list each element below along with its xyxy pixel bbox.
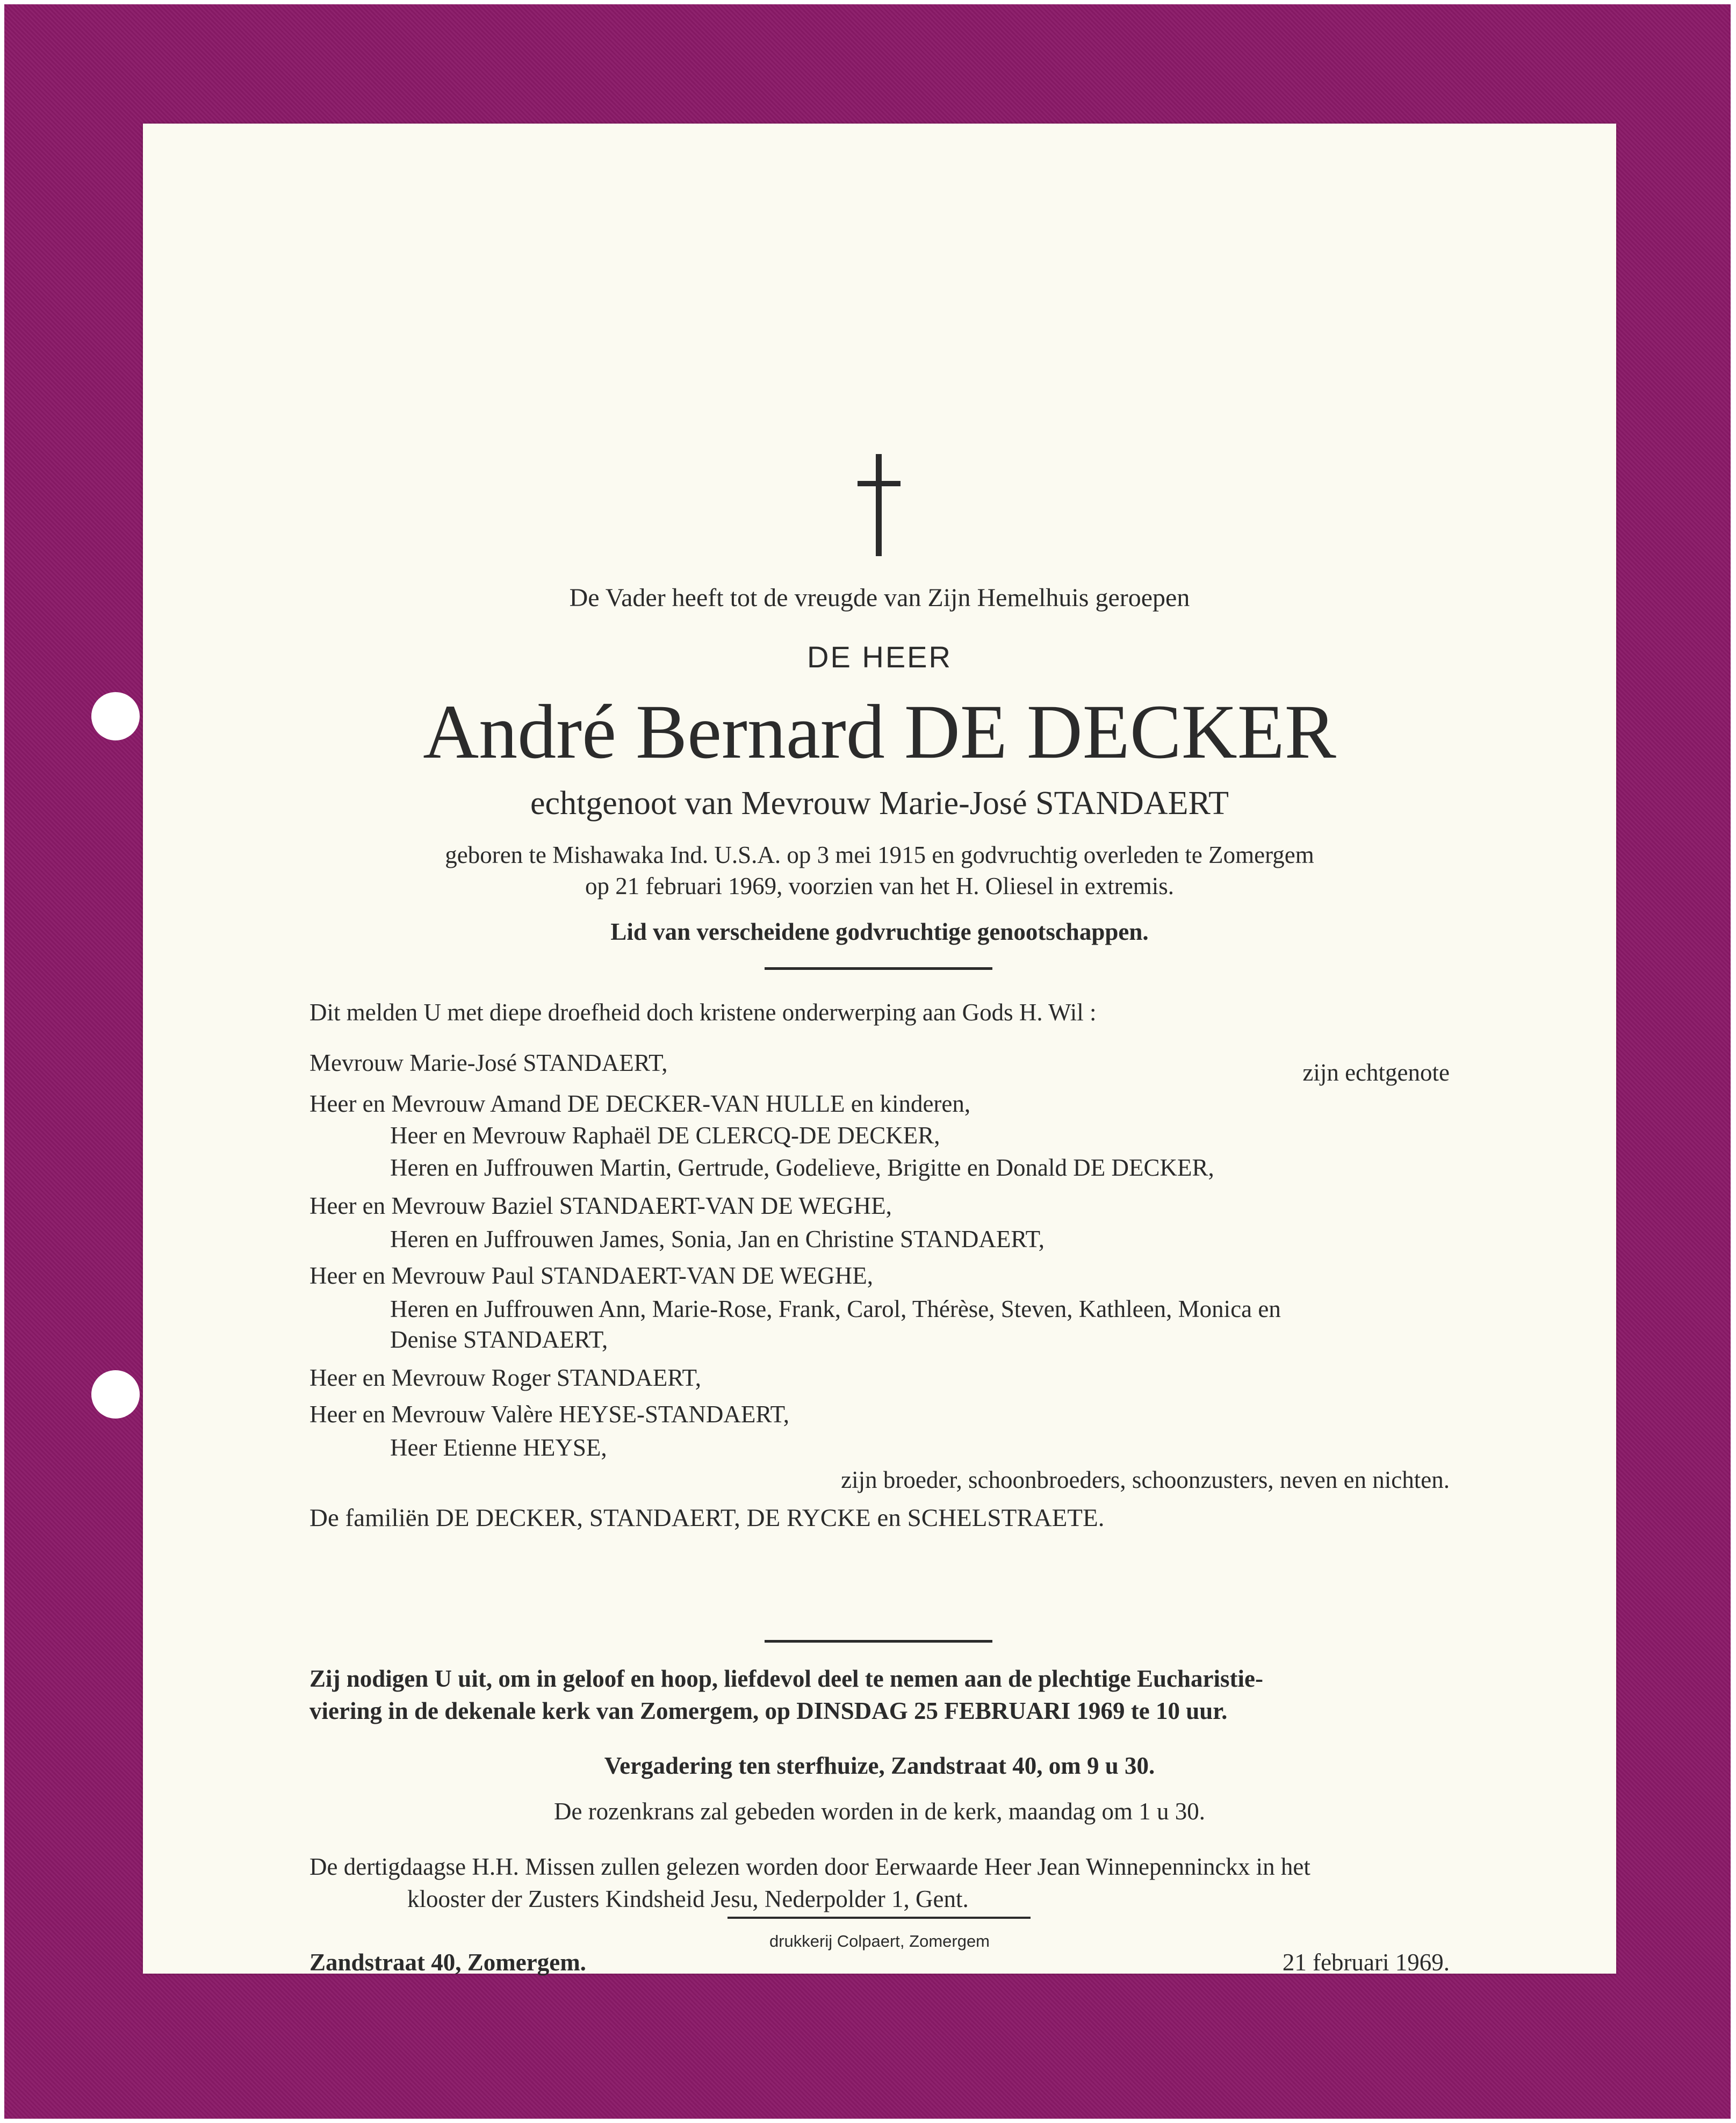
deceased-name: André Bernard DE DECKER	[423, 689, 1336, 775]
mourner-line: Heren en Juffrouwen Ann, Marie-Rose, Frank, Carol, Thérèse, Steven, Kathleen, Monica en	[390, 1296, 1281, 1322]
memorial-card	[4, 4, 1731, 2119]
punch-hole-bottom	[91, 1370, 140, 1419]
mourner-line: Heer Etienne HEYSE,	[390, 1434, 607, 1461]
masses-line-2: klooster der Zusters Kindsheid Jesu, Nederpolder 1, Gent.	[407, 1885, 969, 1912]
mourner-line: Heer en Mevrouw Paul STANDAERT-VAN DE WEGHE,	[309, 1262, 873, 1289]
divider	[765, 967, 992, 970]
mourner-line: Heren en Juffrouwen Martin, Gertrude, Godelieve, Brigitte en Donald DE DECKER,	[390, 1154, 1214, 1181]
masses-line-1: De dertigdaagse H.H. Missen zullen gelezen worden door Eerwaarde Heer Jean Winnepenninckx in het	[309, 1853, 1310, 1880]
cross-icon	[858, 454, 901, 556]
spouse-line: echtgenoot van Mevrouw Marie-José STANDAERT	[530, 785, 1229, 822]
mourner-line: Heer en Mevrouw Raphaël DE CLERCQ-DE DECKER,	[390, 1122, 940, 1149]
invitation-line-2: viering in de dekenale kerk van Zomergem, op DINSDAG 25 FEBRUARI 1969 te 10 uur.	[309, 1697, 1228, 1724]
printer-credit: drukkerij Colpaert, Zomergem	[769, 1932, 990, 1951]
date: 21 februari 1969.	[1282, 1949, 1450, 1976]
birth-line-1: geboren te Mishawaka Ind. U.S.A. op 3 mei 1915 en godvruchtig overleden te Zomergem	[445, 841, 1314, 868]
rosary-line: De rozenkrans zal gebeden worden in de kerk, maandag om 1 u 30.	[553, 1798, 1206, 1825]
birth-line-2: op 21 februari 1969, voorzien van het H. Oliesel in extremis.	[585, 873, 1174, 899]
divider	[727, 1917, 1031, 1919]
mourner-line: Heer en Mevrouw Roger STANDAERT,	[309, 1364, 701, 1391]
mourner-line: Heer en Mevrouw Baziel STANDAERT-VAN DE WEGHE,	[309, 1192, 892, 1219]
mourner-line: Heer en Mevrouw Amand DE DECKER-VAN HULLE en kinderen,	[309, 1090, 971, 1117]
membership-line: Lid van verscheidene godvruchtige genootschappen.	[610, 918, 1149, 945]
honorific: DE HEER	[807, 640, 952, 674]
intro-text: De Vader heeft tot de vreugde van Zijn Hemelhuis geroepen	[569, 584, 1190, 612]
assembly-line: Vergadering ten sterfhuize, Zandstraat 40, om 9 u 30.	[604, 1752, 1155, 1779]
mourner-line: Heer en Mevrouw Valère HEYSE-STANDAERT,	[309, 1401, 790, 1428]
invitation-line-1: Zij nodigen U uit, om in geloof en hoop, liefdevol deel te nemen aan de plechtige Eucharistie-	[309, 1665, 1263, 1692]
mourner-line: Mevrouw Marie-José STANDAERT,	[309, 1049, 668, 1076]
punch-hole-top	[91, 692, 140, 740]
spouse-relation: zijn echtgenote	[1302, 1059, 1450, 1086]
paper-sheet	[143, 124, 1616, 1974]
families-line: De familiën DE DECKER, STANDAERT, DE RYCKE en SCHELSTRAETE.	[309, 1504, 1105, 1532]
mourner-line: Denise STANDAERT,	[390, 1326, 608, 1353]
relatives-relation: zijn broeder, schoonbroeders, schoonzusters, neven en nichten.	[841, 1466, 1450, 1493]
mourner-line: Heren en Juffrouwen James, Sonia, Jan en Christine STANDAERT,	[390, 1226, 1045, 1253]
divider	[765, 1640, 992, 1643]
address: Zandstraat 40, Zomergem.	[309, 1949, 586, 1976]
mourners-intro: Dit melden U met diepe droefheid doch kristene onderwerping aan Gods H. Wil :	[309, 999, 1097, 1026]
